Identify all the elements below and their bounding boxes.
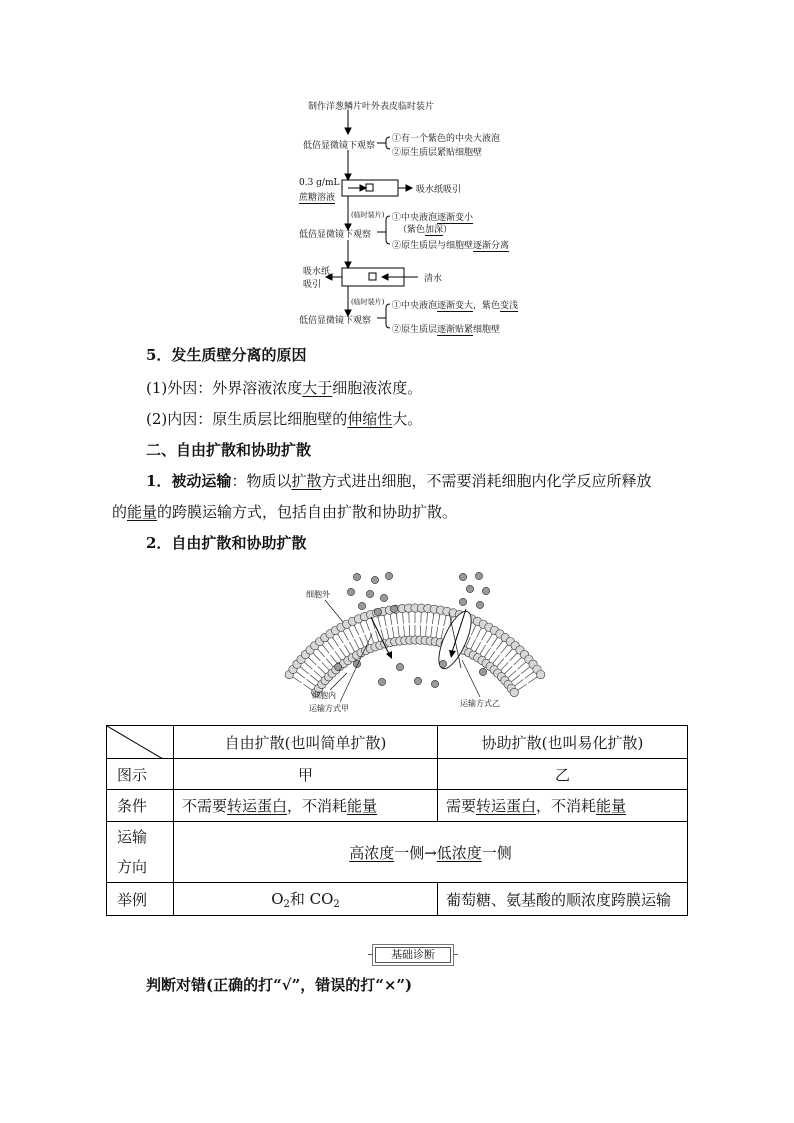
lipid-tail [518,662,526,669]
badge-label: 基础诊断 [375,947,451,963]
lipid-tail [307,679,316,686]
flow-observation-2c: ②原生质层与细胞壁逐渐分离 [392,241,510,251]
cell-diagram-a: 甲 [174,759,438,790]
header-facilitated-diffusion: 协助扩散(也叫易化扩散) [438,726,688,759]
lipid-tail [396,613,397,624]
flow-observation-3b: ②原生质层逐渐贴紧细胞壁 [392,325,501,335]
lipid-tail [432,613,433,624]
lipid-tail [444,615,446,626]
lipid-tail [360,623,364,633]
section2-heading: 二、自由扩散和协助扩散 [146,441,312,459]
passive-transport-line1: 1．被动运输：物质以扩散方式进出细胞，不需要消耗细胞内化学反应所释放 [146,472,652,490]
lipid-tail [505,649,512,657]
lipid-tail [441,628,443,639]
solute-particle [347,588,354,595]
lipid-tail [390,614,392,625]
basic-diagnosis-badge [368,946,458,963]
lipid-tail [349,628,354,638]
corner-diagonal [107,726,163,759]
lipid-tail [484,648,490,657]
comparison-table [106,725,688,916]
lipid-tail [515,679,524,686]
lipid-tail [436,627,438,638]
solute-particle [385,572,392,579]
passive-transport-line2: 的能量的跨膜运输方式，包括自由扩散和协助扩散。 [112,503,458,521]
lipid-tail [366,620,370,630]
lipid-tail [343,631,348,641]
diffusion-subheading: 2．自由扩散和协助扩散 [146,534,307,552]
lipid-tail [354,625,359,635]
solute-particle [380,594,387,601]
cell-condition-b: 需要转运蛋白，不消耗能量 [438,790,688,822]
flow-observation-1b: ②原生质层紧贴细胞壁 [392,148,483,158]
lipid-tail [354,639,359,649]
solute-particle [374,608,381,615]
lipid-tail [378,617,381,628]
true-false-instruction: 判断对错(正确的打“√”，错误的打“×”) [146,976,413,994]
lipid-tail [402,613,403,624]
solute-particle [358,602,365,609]
label-outside-cell: 细胞外 [306,590,330,599]
cell-condition-a: 不需要转运蛋白，不消耗能量 [174,790,438,822]
lipid-tail [318,666,326,674]
lipid-tail [398,626,399,637]
row-label-example: 举例 [107,883,174,916]
lipid-tail [511,675,520,682]
lipid-tail [387,628,389,639]
lipid-tail [514,657,522,665]
lipid-tail [384,615,386,626]
leader-outside [325,600,343,622]
table-row [107,759,688,790]
flow-tag-slide-2: (临时装片) [351,298,385,306]
solute-particle [390,605,397,612]
flow-observation-1a: ①有一个紫色的中央大液泡 [392,134,501,144]
solute-particle [459,598,466,605]
flow-clear-water: 清水 [424,274,443,284]
solute-particle [371,576,378,583]
flow-step-prepare: 制作洋葱鳞片叶外表皮临时装片 [308,102,435,112]
lipid-tail [525,672,534,679]
table-header-row [107,726,688,759]
lipid-tail [508,671,516,678]
corner-cell [107,726,174,759]
lipid-tail [313,653,321,661]
lipid-tail [438,614,440,625]
lipid-tail [296,672,305,679]
solute-particle [353,573,360,580]
solute-particle [459,573,466,580]
flow-absorb-paper-2b: 吸引 [303,280,322,290]
solute-particle [334,663,341,670]
row-label-condition: 条件 [107,790,174,822]
lipid-tail [431,626,432,637]
lipid-tail [510,653,518,661]
section5-heading: 5．发生质壁分离的原因 [146,346,307,364]
lipid-tail [335,651,342,660]
table-row [107,790,688,822]
lipid-tail [300,667,309,674]
lipid-tail [528,677,537,683]
cell-example-a: $O_2$和 $CO_2$ [174,883,438,916]
solute-particle [378,678,385,685]
lipid-tail [326,658,333,666]
lipid-tail [487,634,493,643]
lipid-tail [360,637,365,647]
solute-particle [466,585,473,592]
lipid-tail [314,671,322,678]
lipid-tail [489,651,496,660]
lipid-tail [482,631,487,641]
lipid-head [537,670,545,678]
lipid-tail [344,645,350,654]
table-row [107,883,688,916]
lipid-tail [293,677,302,683]
solute-particle [482,587,489,594]
lipid-tail [365,635,369,645]
lipid-tail [404,625,405,636]
lipid-tail [496,641,503,650]
lipid-tail [308,657,316,665]
lipid-tail [501,662,509,670]
lipid-tail [427,613,428,624]
external-cause-line: (1)外因：外界溶液浓度大于细胞液浓度。 [146,379,423,397]
header-simple-diffusion: 自由扩散(也叫简单扩散) [174,726,438,759]
flow-absorb-paper-2a: 吸水纸 [303,267,331,277]
cell-direction: 高浓度一侧→低浓度一侧 [174,822,688,883]
solute-particle [479,668,486,675]
flow-solution-name: 蔗糖溶液 [299,193,336,203]
lipid-tail [330,655,337,664]
lipid-tail [492,637,498,646]
row-label-diagram: 图示 [107,759,174,790]
cell-diagram-b: 乙 [438,759,688,790]
lipid-tail [518,684,527,690]
lipid-tail [475,642,480,652]
solute-particle [431,680,438,687]
lipid-tail [501,645,508,654]
flow-solution-concentration: 0.3 g/mL [299,178,340,188]
lipid-tail [310,675,319,682]
flow-step-observe-3: 低倍显微镜下观察 [299,316,372,326]
solute-particle [396,663,403,670]
flow-absorb-paper-1: 吸水纸吸引 [416,185,462,195]
lipid-tail [504,666,512,674]
lipid-tail [480,645,486,654]
solute-particle [476,601,483,608]
leader-mode-a [340,634,372,702]
flow-tag-slide-1: (临时装片) [351,211,385,219]
lipid-tail [425,625,426,636]
flow-observation-2b: （紫色加深） [398,225,453,235]
lipid-tail [497,658,504,666]
solute-particle [475,572,482,579]
lipid-tail [304,662,312,669]
lipid-tail [340,648,346,657]
flow-observation-2a: ①中央液泡逐渐变小 [392,213,474,223]
solute-particle [366,590,373,597]
lipid-tail [322,645,329,654]
solute-particle [414,677,421,684]
label-transport-mode-a: 运输方式甲 [309,704,349,713]
lipid-tail [338,634,344,643]
lipid-tail [322,662,330,670]
row-label-direction: 运输 方向 [107,822,174,883]
lipid-tail [493,655,500,664]
lipid-tail [471,625,476,635]
lipid-tail [521,667,530,674]
lipid-tail [349,642,354,652]
transport-arrow-a-head [386,651,392,659]
lipid-tail [317,649,324,657]
label-inside-cell: 细胞内 [312,691,336,700]
cell-example-b: 葡萄糖、氨基酸的顺浓度跨膜运输 [438,883,688,916]
flow-observation-3a: ①中央液泡逐渐变大，紫色变浅 [392,301,519,311]
lipid-tail [471,639,476,649]
solute-particle [439,660,446,667]
flow-step-observe-2: 低倍显微镜下观察 [299,230,372,240]
lipid-head [510,688,518,696]
flow-step-observe-1: 低倍显微镜下观察 [303,141,376,151]
lipid-tail [392,627,394,638]
lipid-tail [332,637,338,646]
lipid-tail [477,628,482,638]
label-transport-mode-b: 运输方式乙 [460,699,500,708]
lipid-tail [327,641,334,650]
table-row [107,822,688,883]
internal-cause-line: (2)内因：原生质层比细胞壁的伸缩性大。 [146,410,423,428]
leader-mode-b [462,660,480,697]
